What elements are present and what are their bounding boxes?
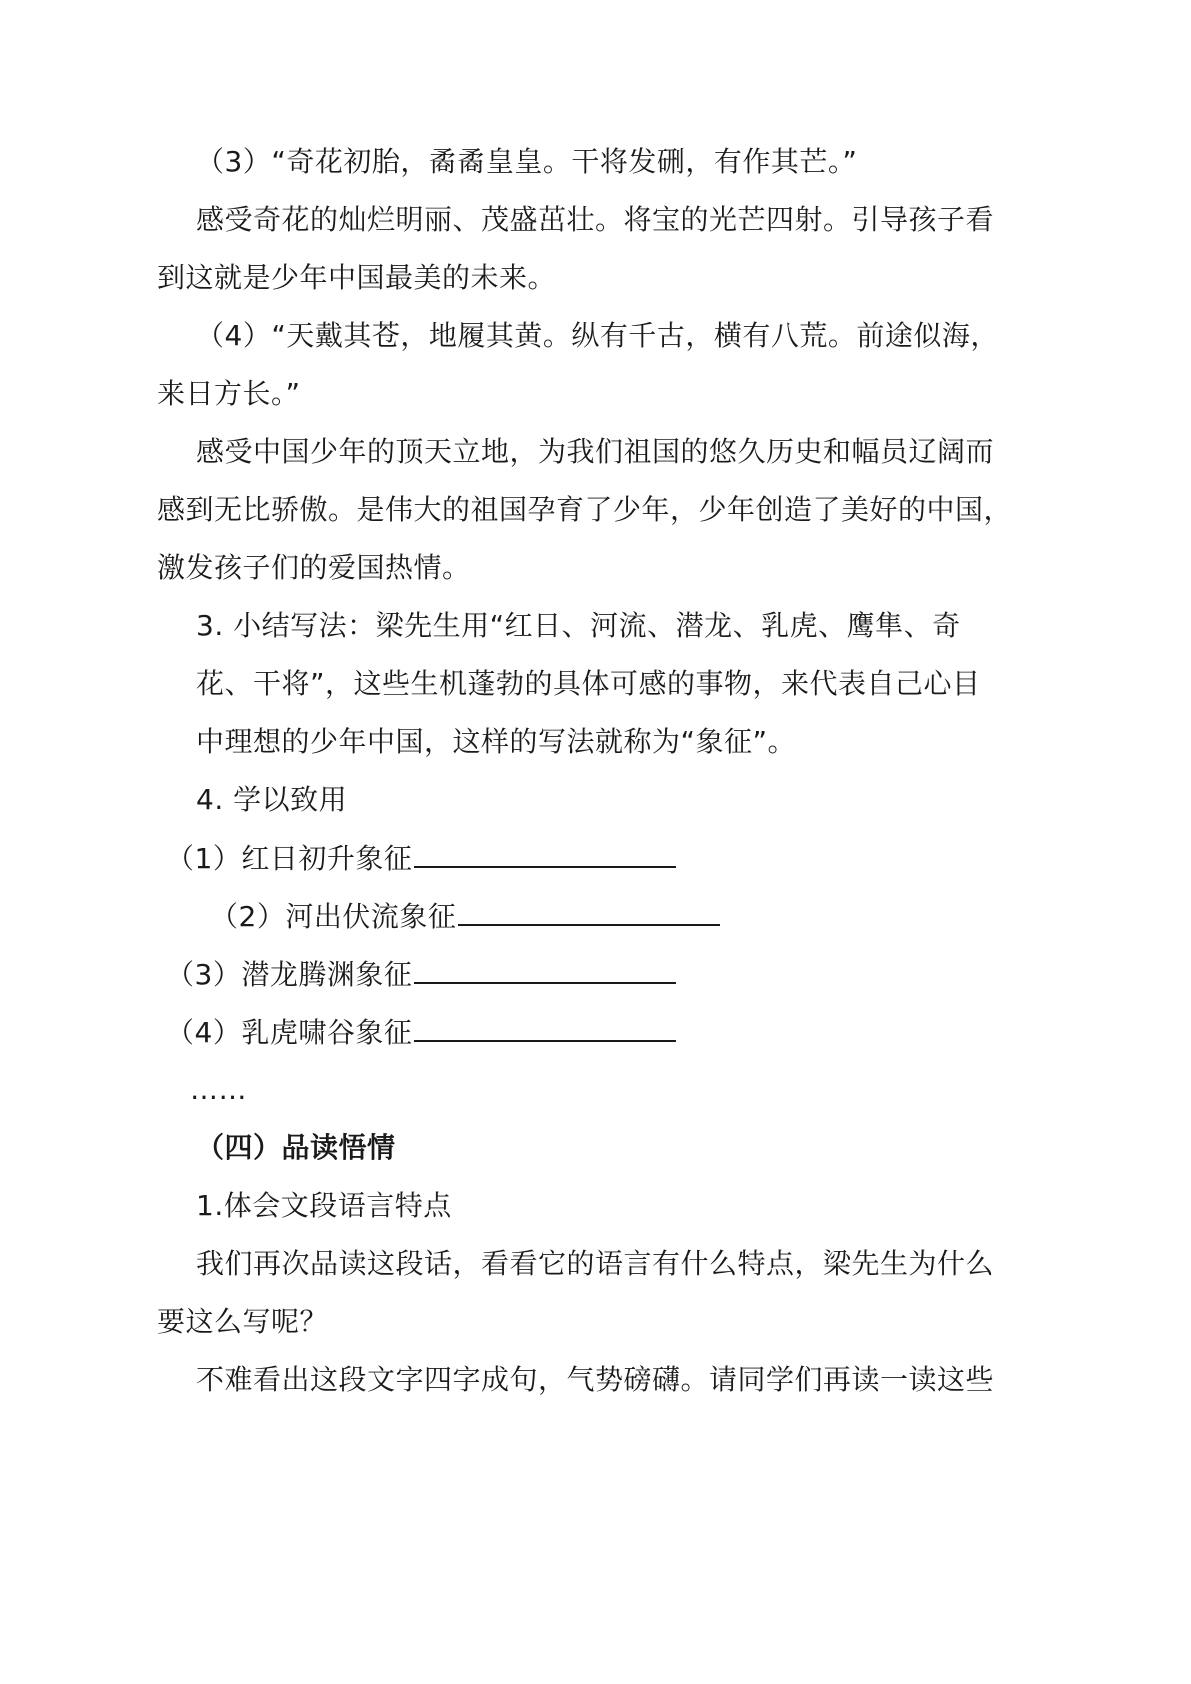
paragraph-line: 感到无比骄傲。是伟大的祖国孕育了少年，少年创造了美好的中国， bbox=[157, 493, 1013, 526]
exercise-item bbox=[166, 954, 676, 995]
paragraph-line: 4. 学以致用 bbox=[196, 783, 348, 816]
answer-blank[interactable] bbox=[414, 838, 676, 868]
paragraph-line: 3. 小结写法：梁先生用“红日、河流、潜龙、乳虎、鹰隼、奇 bbox=[196, 609, 961, 642]
exercise-label: （1）红日初升象征 bbox=[166, 842, 413, 875]
paragraph-line: （4）“天戴其苍，地履其黄。纵有千古，横有八荒。前途似海， bbox=[196, 319, 999, 352]
paragraph-line: 到这就是少年中国最美的未来。 bbox=[157, 261, 557, 294]
paragraph-line: 花、干将”，这些生机蓬勃的具体可感的事物，来代表自己心目 bbox=[196, 667, 981, 700]
paragraph-line: （3）“奇花初胎，矞矞皇皇。干将发硎，有作其芒。” bbox=[196, 145, 858, 178]
paragraph-line: 不难看出这段文字四字成句，气势磅礴。请同学们再读一读这些 bbox=[196, 1363, 995, 1396]
exercise-item bbox=[166, 1012, 676, 1053]
exercise-label: （2）河出伏流象征 bbox=[210, 900, 457, 933]
answer-blank[interactable] bbox=[414, 954, 676, 984]
paragraph-line: 感受中国少年的顶天立地，为我们祖国的悠久历史和幅员辽阔而 bbox=[196, 435, 995, 468]
answer-blank[interactable] bbox=[458, 896, 720, 926]
exercise-item bbox=[210, 896, 720, 937]
paragraph-line: 感受奇花的灿烂明丽、茂盛茁壮。将宝的光芒四射。引导孩子看 bbox=[196, 203, 995, 236]
section-heading: （四）品读悟情 bbox=[196, 1131, 396, 1164]
paragraph-line: 中理想的少年中国，这样的写法就称为“象征”。 bbox=[196, 725, 797, 758]
exercise-label: （3）潜龙腾渊象征 bbox=[166, 958, 413, 991]
ellipsis: …… bbox=[190, 1073, 247, 1106]
exercise-item bbox=[166, 838, 676, 879]
exercise-label: （4）乳虎啸谷象征 bbox=[166, 1016, 413, 1049]
paragraph-line: 来日方长。” bbox=[157, 377, 301, 410]
paragraph-line: 1.体会文段语言特点 bbox=[196, 1189, 452, 1222]
paragraph-line: 我们再次品读这段话，看看它的语言有什么特点，梁先生为什么 bbox=[196, 1247, 995, 1280]
answer-blank[interactable] bbox=[414, 1012, 676, 1042]
paragraph-line: 要这么写呢？ bbox=[157, 1305, 329, 1338]
paragraph-line: 激发孩子们的爱国热情。 bbox=[157, 551, 471, 584]
